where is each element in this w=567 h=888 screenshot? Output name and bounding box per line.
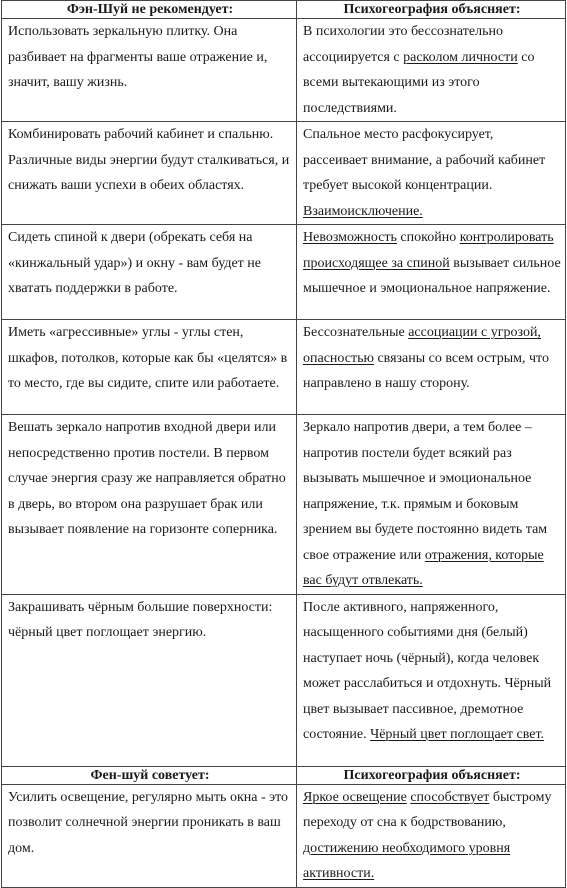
feng-shui-table — [1, 0, 566, 888]
underlined-text: Яркое освещение — [303, 789, 407, 805]
row-right-cell — [297, 225, 566, 320]
row-right-cell — [297, 320, 566, 415]
cell-text: связаны со всем острым, что направлено в нашу сторону. — [303, 350, 549, 391]
row-left-cell: Комбинировать рабочий кабинет и спальню. Различные виды энергии будут сталкиваться, и снижать ваши успехи в обеих областях. — [2, 122, 297, 225]
underlined-text: расколом личности — [403, 49, 518, 65]
cell-text: Спальное место расфокусирует, рассеивает внимание, а рабочий кабинет требует высокой концентрации. — [303, 127, 546, 193]
row-left-cell: Вешать зеркало напротив входной двери или непосредственно против постели. В первом случае энергия сразу же направляется обратно в дверь, во втором она разрушает брак или вызывает появление на горизонте соперника. — [2, 415, 297, 595]
cell-text: вызывает сильное мышечное и эмоциональное напряжение. — [303, 255, 561, 296]
underlined-text: Невозможность — [303, 230, 397, 245]
row-right-cell — [297, 122, 566, 225]
table-row — [2, 594, 566, 766]
table-row — [2, 320, 566, 415]
row-right-cell — [297, 594, 566, 766]
table-row — [2, 19, 566, 122]
underlined-text: Взаимоисключение. — [303, 203, 423, 219]
underlined-text: Чёрный цвет поглощает свет. — [370, 727, 545, 742]
header-explains: Психогеография объясняет: — [297, 1, 566, 19]
row-right-cell — [297, 19, 566, 122]
header-not-recommend: Фэн-Шуй не рекомендует: — [2, 1, 297, 19]
table-row — [2, 122, 566, 225]
table-row — [2, 784, 566, 887]
header-row — [2, 1, 566, 19]
underlined-text: ассоциации с угрозой, опасностью — [303, 325, 541, 366]
cell-text: После активного, напряженного, насыщенного событиями дня (белый) наступает ночь (чёрный), когда человек может расслабиться и отдохнуть. Чёрный цвет вызывает пассивное, дремотное состояние. — [303, 599, 552, 742]
row-left-cell: Использовать зеркальную плитку. Она разбивает на фрагменты ваше отражение и, значит, вашу жизнь. — [2, 19, 297, 122]
underlined-text: контролировать происходящее за спиной — [303, 230, 554, 271]
row-left-cell: Закрашивать чёрным большие поверхности: чёрный цвет поглощает энергию. — [2, 594, 297, 766]
cell-text: В психологии это бессознательно ассоциируется с — [303, 24, 503, 65]
header-advises: Фен-шуй советует: — [2, 766, 297, 784]
row-left-cell: Усилить освещение, регулярно мыть окна - это позволит солнечной энергии проникать в ваш дом. — [2, 784, 297, 887]
underlined-text: отражения, которые вас будут отвлекать. — [303, 547, 544, 588]
cell-text: со всеми вытекающими из этого последствиями. — [303, 49, 535, 116]
table-row — [2, 225, 566, 320]
row-right-cell — [297, 784, 566, 887]
row-right-cell — [297, 415, 566, 595]
header-explains-2: Психогеография объясняет: — [297, 766, 566, 784]
cell-text: Зеркало напротив двери, а тем более – напротив постели будет всякий раз вызывать мышечное и эмоциональное напряжение, т.к. прямым и боковым зрением вы будете постоянно видеть там свое отражение или — [303, 420, 548, 563]
cell-text: спокойно — [396, 230, 460, 245]
row-left-cell: Сидеть спиной к двери (обрекать себя на «кинжальный удар») и окну - вам будет не хватать поддержки в работе. — [2, 225, 297, 320]
row-left-cell: Иметь «агрессивные» углы - углы стен, шкафов, потолков, которые как бы «целятся» в то место, где вы сидите, спите или работаете. — [2, 320, 297, 415]
header-row-advice — [2, 766, 566, 784]
cell-text: быстрому переходу от сна к бодрствованию, — [303, 789, 552, 830]
cell-text: Бессознательные — [303, 325, 409, 340]
underlined-text: достижению необходимого уровня активности. — [303, 840, 511, 881]
table-row — [2, 415, 566, 595]
underlined-text: способствует — [410, 789, 490, 805]
